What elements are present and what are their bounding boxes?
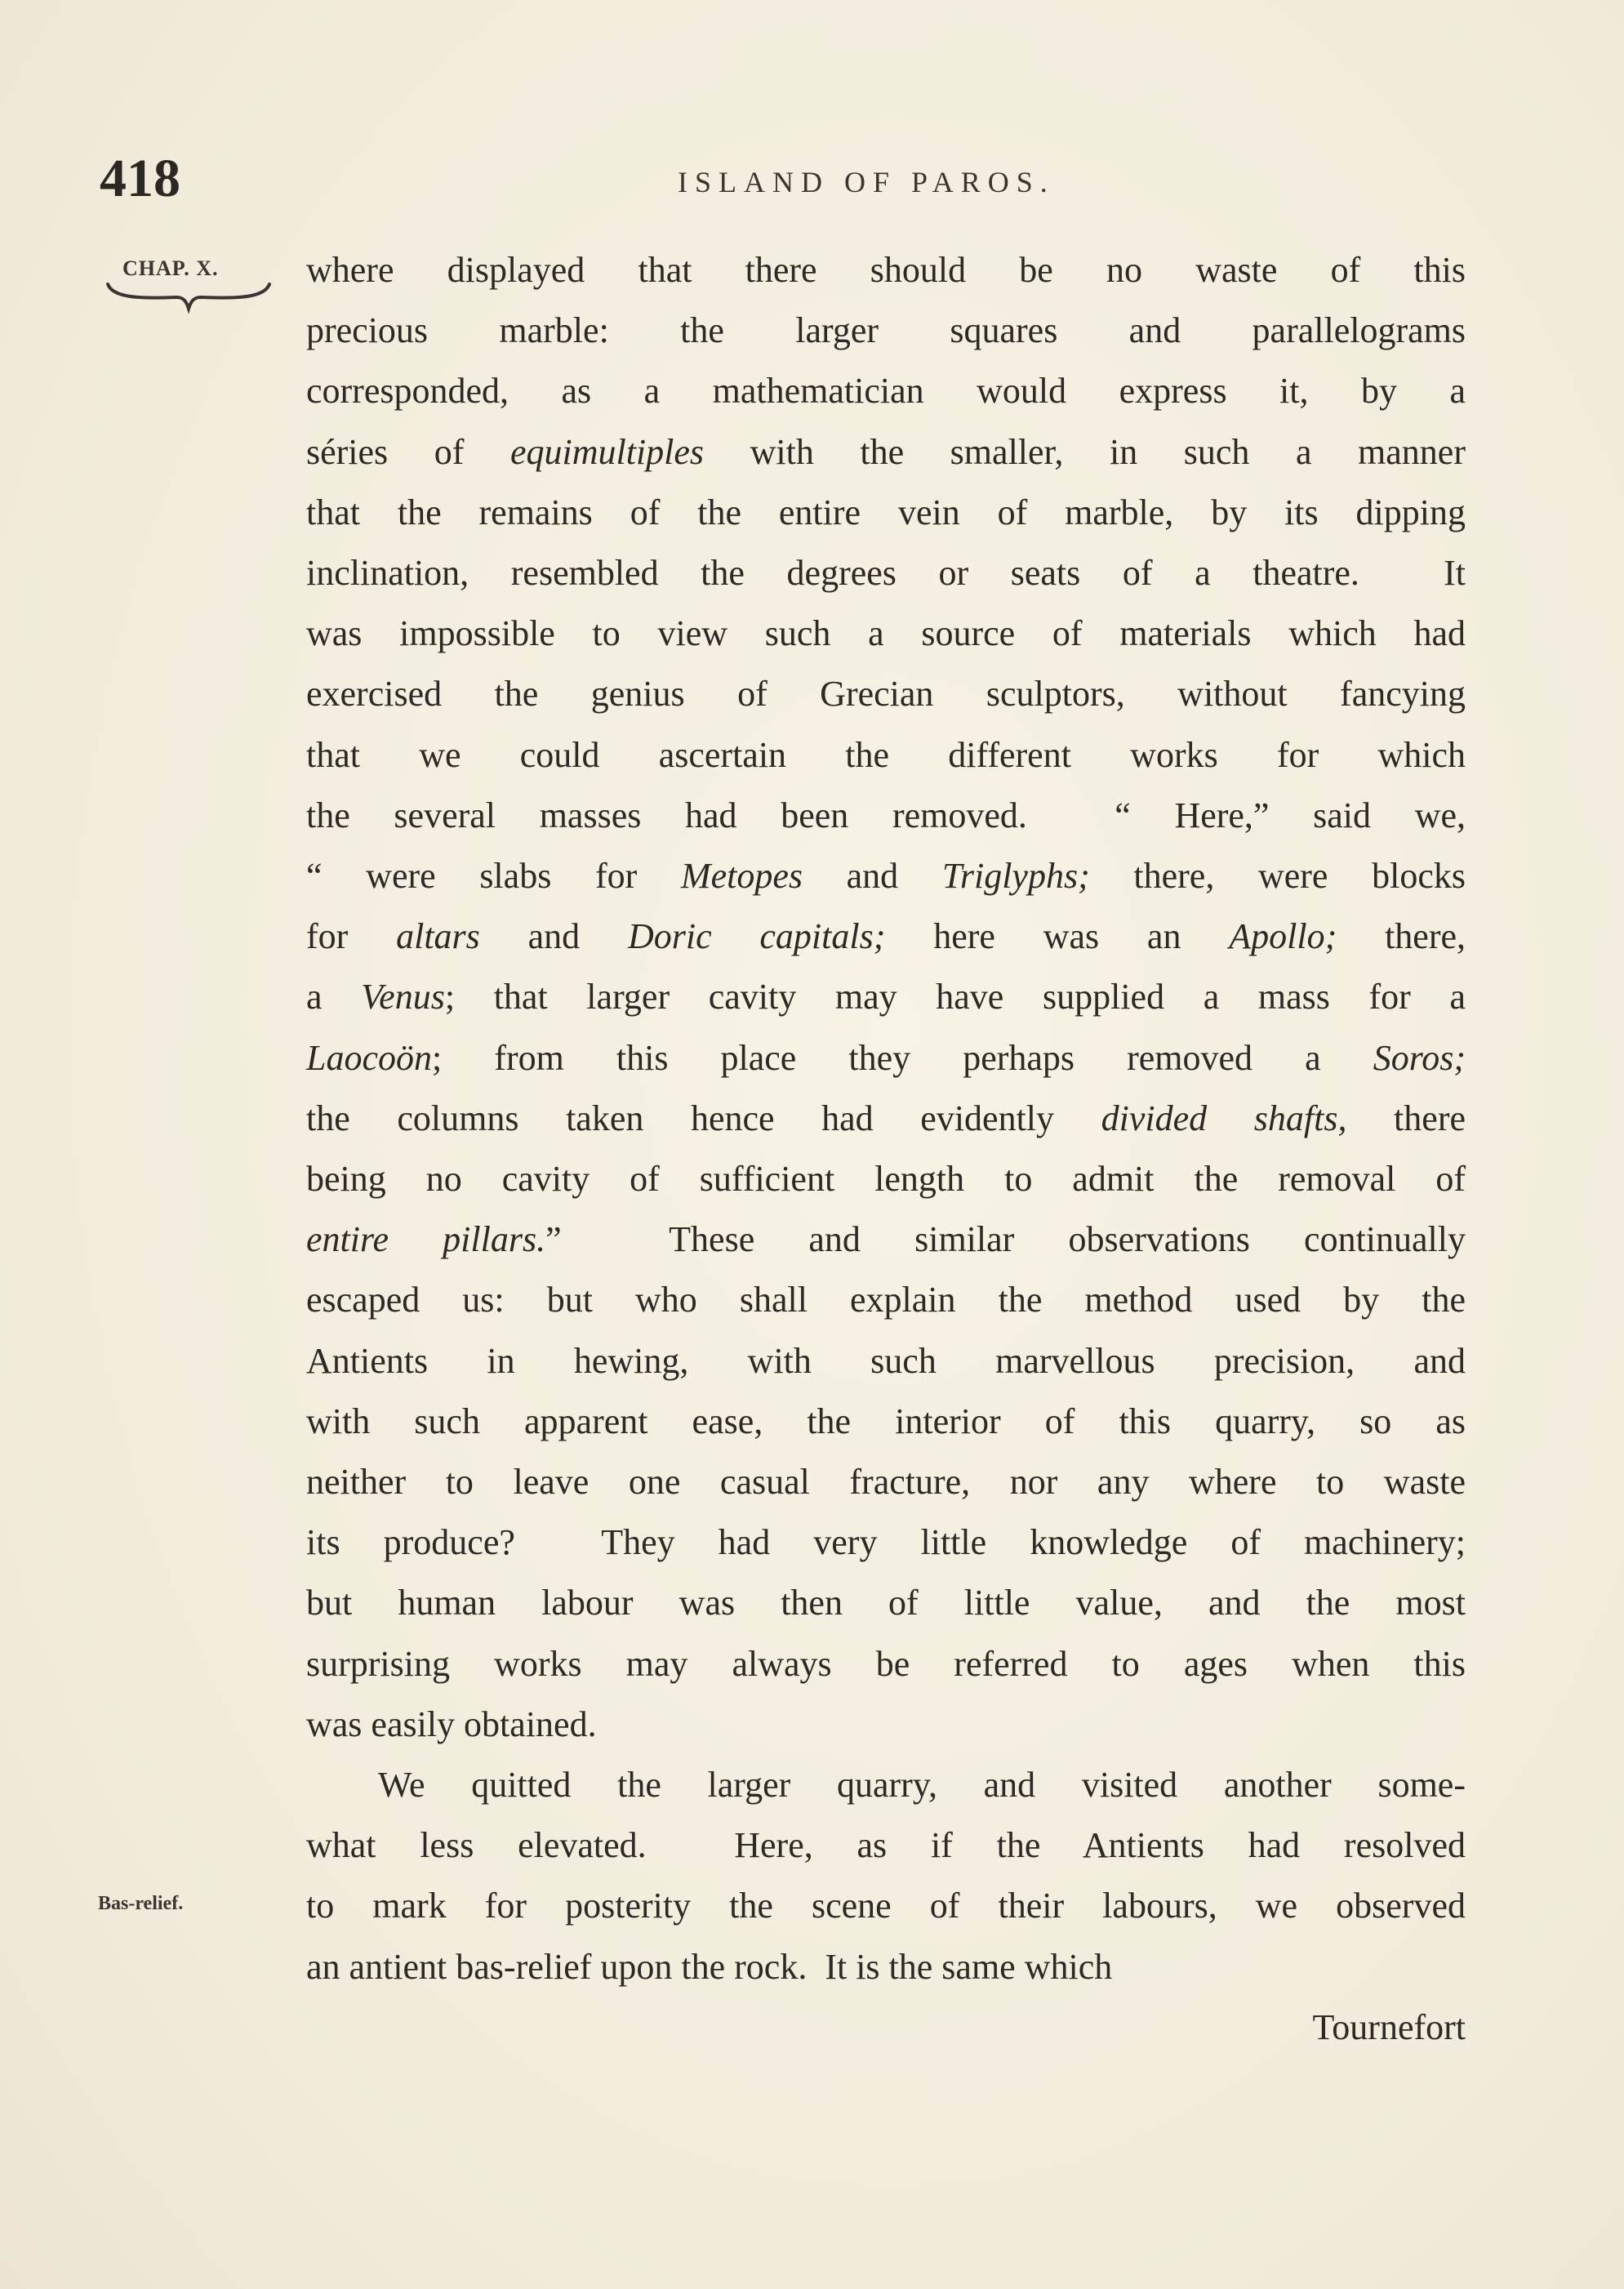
text-run: the several masses had been removed. “ Here,” said we,	[306, 795, 1466, 835]
text-run: there,	[1337, 916, 1466, 957]
text-run: corresponded, as a mathematician would express it, by a	[306, 371, 1466, 412]
text-line	[306, 1270, 1466, 1330]
text-run: ; that larger cavity may have supplied a mass for a	[444, 977, 1466, 1018]
text-line	[306, 967, 1466, 1027]
text-run: what less elevated. Here, as if the Antients had resolved	[306, 1825, 1466, 1866]
text-run: its produce? They had very little knowledge of machinery;	[306, 1522, 1466, 1563]
text-run: surprising works may always be referred to ages when this	[306, 1643, 1466, 1684]
text-run: an antient bas-relief upon the rock. It is the same which	[306, 1946, 1113, 1987]
text-run: here was an	[885, 916, 1230, 957]
text-line	[306, 1573, 1466, 1633]
italic-text: Venus	[361, 977, 445, 1018]
text-line	[306, 1815, 1466, 1876]
text-run: there	[1346, 1098, 1466, 1138]
text-line	[306, 725, 1466, 786]
text-run: Tournefort	[1312, 2006, 1466, 2047]
text-run: ” These and similar observations continually	[545, 1219, 1466, 1260]
italic-text: altars	[396, 916, 480, 957]
italic-text: divided shafts,	[1101, 1098, 1347, 1138]
text-line	[306, 301, 1466, 361]
text-run: exercised the genius of Grecian sculptors, without fancying	[306, 674, 1466, 715]
italic-text: Metopes	[680, 856, 803, 897]
text-line	[306, 906, 1466, 967]
text-run: that the remains of the entire vein of marble, by its dipping	[306, 492, 1466, 532]
italic-text: equimultiples	[509, 431, 705, 472]
text-run: inclination, resembled the degrees or seats of a theatre. It	[306, 553, 1466, 594]
body-text	[306, 240, 1466, 2058]
text-line	[306, 1149, 1466, 1209]
text-run: was easily obtained.	[306, 1703, 597, 1744]
italic-text: Doric capitals;	[627, 916, 886, 957]
text-run: precious marble: the larger squares and parallelograms	[306, 310, 1466, 351]
text-run: to mark for posterity the scene of their labours, we observed	[306, 1886, 1466, 1926]
text-run: and	[802, 856, 942, 897]
text-run: but human labour was then of little value, and the most	[306, 1583, 1466, 1623]
text-run: Antients in hewing, with such marvellous precision, and	[306, 1340, 1466, 1381]
text-run: with the smaller, in such a manner	[704, 431, 1466, 472]
text-run: ; from this place they perhaps removed a	[432, 1037, 1373, 1078]
side-note-bas-relief: Bas-relief.	[98, 1893, 184, 1914]
text-run: We quitted the larger quarry, and visited another some-	[378, 1765, 1466, 1806]
text-run: with such apparent ease, the interior of this quarry, so as	[306, 1401, 1466, 1441]
text-line	[306, 1694, 1466, 1755]
page-number: 418	[100, 149, 180, 208]
text-run: the columns taken hence had evidently	[306, 1098, 1101, 1138]
text-line	[306, 483, 1466, 543]
text-run: was impossible to view such a source of materials which had	[306, 613, 1466, 654]
text-run: where displayed that there should be no waste of this	[306, 250, 1466, 290]
brace-ornament	[105, 281, 273, 314]
text-line	[306, 1937, 1466, 1997]
text-line	[306, 543, 1466, 603]
text-line	[306, 1876, 1466, 1936]
text-run: being no cavity of sufficient length to admit the removal of	[306, 1159, 1466, 1200]
text-run: for	[306, 916, 397, 957]
text-line	[306, 664, 1466, 724]
text-run: escaped us: but who shall explain the method used by the	[306, 1280, 1466, 1320]
text-line	[306, 846, 1466, 906]
running-title: ISLAND OF PAROS.	[678, 166, 1055, 198]
text-line	[306, 1331, 1466, 1392]
text-run: that we could ascertain the different works for which	[306, 734, 1466, 775]
text-line	[306, 1452, 1466, 1512]
italic-text: Soros;	[1373, 1037, 1466, 1078]
text-run: a	[306, 977, 362, 1018]
text-line	[306, 361, 1466, 421]
text-line	[306, 1634, 1466, 1694]
catchword	[306, 1997, 1466, 2058]
text-line	[306, 1089, 1466, 1149]
text-run: neither to leave one casual fracture, nor any where to waste	[306, 1462, 1466, 1503]
text-line	[306, 240, 1466, 301]
text-line	[306, 1209, 1466, 1270]
text-line	[306, 1392, 1466, 1452]
text-run: séries of	[306, 431, 510, 472]
text-line	[306, 1512, 1466, 1573]
text-run: there, were blocks	[1089, 856, 1466, 897]
text-line	[306, 422, 1466, 483]
italic-text: Apollo;	[1229, 916, 1337, 957]
text-line	[306, 786, 1466, 846]
italic-text: Triglyphs;	[941, 856, 1090, 897]
text-line	[306, 1028, 1466, 1089]
text-run: “ were slabs for	[306, 856, 681, 897]
text-line	[306, 1755, 1466, 1815]
italic-text: entire pillars.	[306, 1219, 546, 1260]
text-line	[306, 603, 1466, 664]
chapter-label: CHAP. X.	[122, 256, 219, 280]
italic-text: Laocoön	[306, 1037, 432, 1078]
text-run: and	[479, 916, 628, 957]
